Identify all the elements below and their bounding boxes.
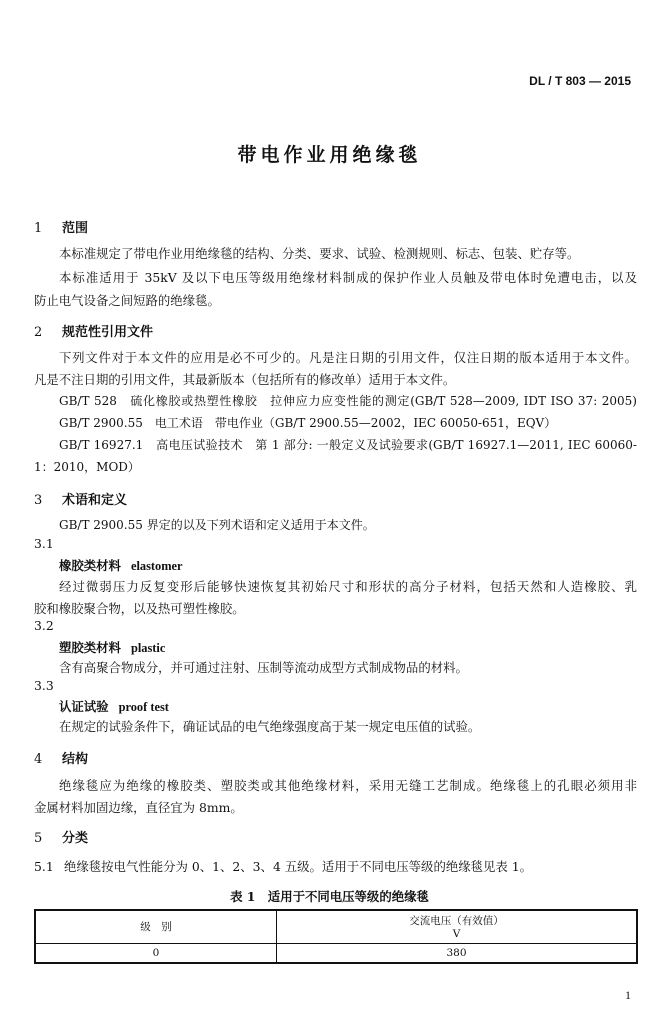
table-cell-voltage: 380 (277, 943, 638, 963)
term-english: proof test (118, 700, 169, 714)
voltage-header: 交流电压（有效值） (409, 915, 504, 928)
term-number: 3.2 (34, 618, 54, 633)
normative-reference: GB/T 2900.55 电工术语 带电作业（GB/T 2900.55—2002，IEC 60050-651，EQV） (59, 416, 557, 430)
normative-reference: GB/T 16927.1 高电压试验技术 第 1 部分: 一般定义及试验要求(GB/T 16927.1—2011, IEC 60060- (59, 438, 637, 452)
term-heading (59, 697, 169, 715)
level-header: 级 别 (140, 921, 172, 934)
section-title: 规范性引用文件 (62, 325, 154, 340)
term-definition: 在规定的试验条件下，确证试品的电气绝缘强度高于某一规定电压值的试验。 (59, 719, 481, 734)
section-title: 结构 (62, 752, 89, 767)
paragraph-continuation: 防止电气设备之间短路的绝缘毯。 (34, 293, 220, 308)
paragraph: 绝缘毯应为绝缘的橡胶类、塑胶类或其他绝缘材料，采用无缝工艺制成。绝缘毯上的孔眼必须用非 (59, 778, 637, 793)
page-title: 带电作业用绝缘毯 (237, 144, 422, 166)
clause-5-1 (34, 857, 532, 875)
table-header-cell (35, 910, 277, 943)
section-5-heading (34, 827, 88, 846)
paragraph-continuation: 金属材料加固边缘，直径宜为 8mm。 (34, 800, 243, 815)
term-definition: 含有高聚合物成分，并可通过注射、压制等流动成型方式制成物品的材料。 (59, 660, 468, 675)
term-english: plastic (130, 641, 166, 655)
paragraph-continuation: 凡是不注日期的引用文件，其最新版本（包括所有的修改单）适用于本文件。 (34, 372, 456, 387)
table-cell-level: 0 (35, 943, 277, 963)
clause-number: 5.1 (34, 859, 54, 874)
paragraph: GB/T 2900.55 界定的以及下列术语和定义适用于本文件。 (59, 518, 375, 532)
term-heading (59, 556, 183, 574)
section-3-heading (34, 489, 127, 508)
paragraph: 本标准适用于 35kV 及以下电压等级用绝缘材料制成的保护作业人员触及带电体时免遭电击，以及 (59, 270, 637, 285)
section-number: 4 (34, 752, 43, 767)
table-row (35, 943, 637, 963)
term-chinese: 橡胶类材料 (59, 558, 121, 573)
term-chinese: 塑胶类材料 (59, 640, 121, 655)
normative-reference: GB/T 528 硫化橡胶或热塑性橡胶 拉伸应力应变性能的测定(GB/T 528—2009, IDT ISO 37: 2005) (59, 394, 637, 408)
term-heading (59, 638, 165, 656)
term-english: elastomer (130, 559, 183, 573)
normative-reference-continuation: 1：2010，MOD） (34, 460, 140, 474)
paragraph: 下列文件对于本文件的应用是必不可少的。凡是注日期的引用文件，仅注日期的版本适用于本文件。 (59, 350, 637, 365)
table-caption: 表 1 适用于不同电压等级的绝缘毯 (230, 889, 429, 904)
section-number: 5 (34, 831, 43, 846)
page-number: 1 (625, 988, 631, 1002)
section-title: 术语和定义 (62, 493, 128, 508)
term-definition-continuation: 胶和橡胶聚合物，以及热可塑性橡胶。 (34, 601, 245, 616)
clause-text: 绝缘毯按电气性能分为 0、1、2、3、4 五级。适用于不同电压等级的绝缘毯见表 1。 (64, 859, 533, 874)
section-title: 分类 (62, 831, 89, 846)
table-header-row (35, 910, 637, 943)
section-4-heading (34, 748, 88, 767)
term-number: 3.1 (34, 536, 54, 551)
paragraph: 本标准规定了带电作业用绝缘毯的结构、分类、要求、试验、检测规则、标志、包装、贮存等。 (59, 246, 580, 261)
section-number: 1 (34, 221, 43, 236)
term-definition: 经过微弱压力反复变形后能够快速恢复其初始尺寸和形状的高分子材料，包括天然和人造橡胶、乳 (59, 579, 637, 594)
section-number: 3 (34, 493, 43, 508)
voltage-unit: V (452, 928, 461, 941)
document-id: DL / T 803 — 2015 (529, 74, 631, 88)
section-1-heading (34, 217, 88, 236)
section-number: 2 (34, 325, 43, 340)
term-number: 3.3 (34, 678, 54, 693)
section-title: 范围 (62, 221, 89, 236)
section-2-heading (34, 321, 153, 340)
term-chinese: 认证试验 (59, 699, 109, 714)
voltage-class-table (34, 909, 638, 964)
table-header-cell (277, 910, 638, 943)
